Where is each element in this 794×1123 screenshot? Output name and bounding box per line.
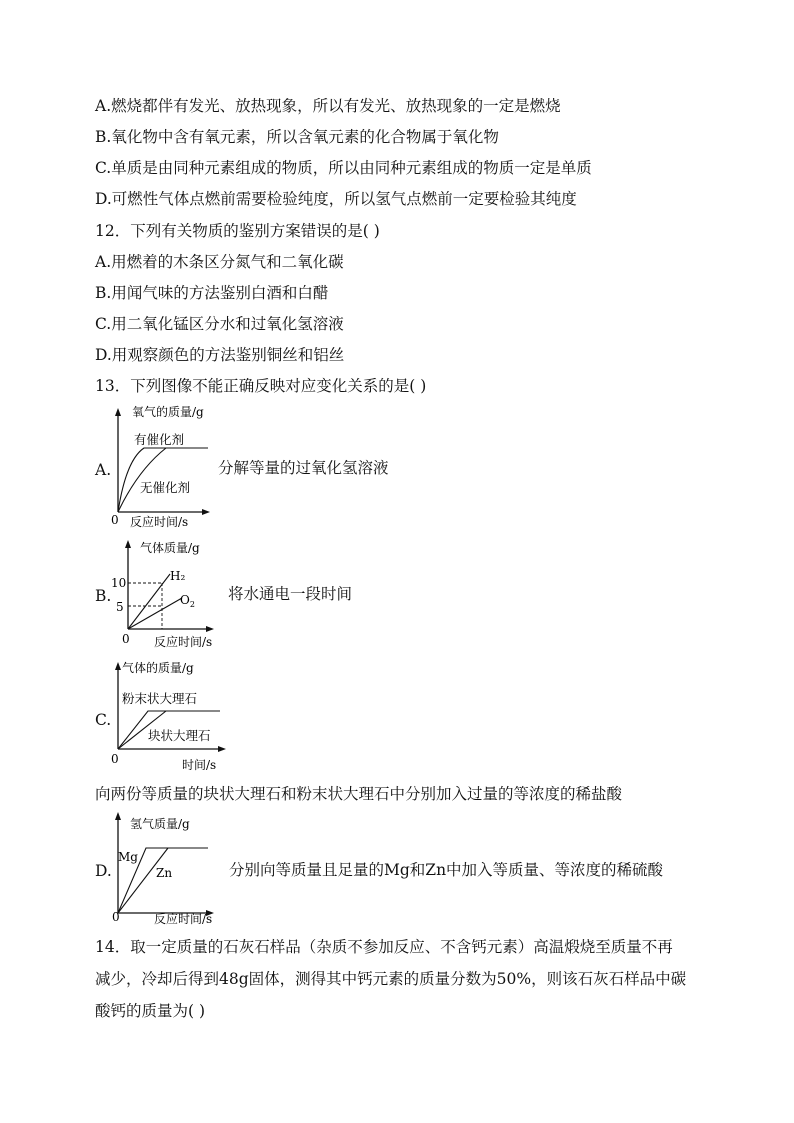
h2-label: H₂ xyxy=(170,569,186,583)
x-axis-label: 时间/s xyxy=(182,758,217,772)
q12-option-b: B.用闻气味的方法鉴别白酒和白醋 xyxy=(95,284,329,302)
y-axis-label: 氧气的质量/g xyxy=(132,405,204,419)
curve2-label: 无催化剂 xyxy=(140,480,191,495)
curve2-label: 块状大理石 xyxy=(148,728,211,743)
q13-c-desc: 向两份等质量的块状大理石和粉末状大理石中分别加入过量的等浓度的稀盐酸 xyxy=(95,785,623,803)
q11-option-b: B.氧化物中含有氧元素，所以含氧元素的化合物属于氧化物 xyxy=(95,128,499,146)
q13-d-label: D. xyxy=(95,862,112,880)
q13-a-label: A. xyxy=(95,461,112,479)
x-axis-label: 反应时间/s xyxy=(154,635,213,649)
y-axis-arrow-icon xyxy=(115,662,121,670)
q11-option-c: C.单质是由同种元素组成的物质，所以由同种元素组成的物质一定是单质 xyxy=(95,159,592,177)
q11-option-a: A.燃烧都伴有发光、放热现象，所以有发光、放热现象的一定是燃烧 xyxy=(95,97,561,115)
q12-stem: 12．下列有关物质的鉴别方案错误的是( ) xyxy=(95,222,380,240)
x-axis-arrow-icon xyxy=(218,746,226,752)
curve-h2 xyxy=(128,574,170,629)
curve-o2 xyxy=(128,598,182,629)
q13-a-desc: 分解等量的过氧化氢溶液 xyxy=(218,459,389,477)
y-axis-label: 气体的质量/g xyxy=(122,661,194,675)
y-axis-label: 氢气质量/g xyxy=(130,817,190,831)
o2-label-main: O xyxy=(180,593,190,607)
q12-option-c: C.用二氧化锰区分水和过氧化氢溶液 xyxy=(95,315,344,333)
origin-label: 0 xyxy=(122,632,130,646)
q13-stem: 13．下列图像不能正确反映对应变化关系的是( ) xyxy=(95,377,427,395)
q12-option-a: A.用燃着的木条区分氮气和二氧化碳 xyxy=(95,253,344,271)
q14-line-1: 14．取一定质量的石灰石样品（杂质不参加反应、不含钙元素）高温煅烧至质量不再 xyxy=(95,938,673,956)
origin-label: 0 xyxy=(111,513,119,527)
q13-b-label: B. xyxy=(95,587,112,605)
y-axis-arrow-icon xyxy=(115,812,121,820)
y-axis-label: 气体质量/g xyxy=(140,541,200,555)
x-axis-label: 反应时间/s xyxy=(154,912,213,926)
mg-label: Mg xyxy=(118,850,138,864)
q13-c-graph xyxy=(108,656,236,774)
tick-10: 10 xyxy=(111,576,127,590)
q13-d-graph xyxy=(108,808,238,928)
q13-c-label: C. xyxy=(95,711,112,729)
origin-label: 0 xyxy=(111,752,119,766)
o2-label xyxy=(180,593,195,609)
origin-label: 0 xyxy=(112,910,120,924)
tick-5: 5 xyxy=(116,600,124,614)
x-axis-arrow-icon xyxy=(206,626,214,632)
q13-b-graph xyxy=(108,536,233,656)
zn-label: Zn xyxy=(156,866,173,880)
curve1-label: 粉末状大理石 xyxy=(122,691,198,706)
curve1-label: 有催化剂 xyxy=(134,432,185,447)
y-axis-arrow-icon xyxy=(115,408,121,416)
x-axis-label: 反应时间/s xyxy=(130,515,189,529)
q13-d-desc: 分别向等质量且足量的Mg和Zn中加入等质量、等浓度的稀硫酸 xyxy=(229,861,664,879)
x-axis-arrow-icon xyxy=(202,509,210,515)
q12-option-d: D.用观察颜色的方法鉴别铜丝和铝丝 xyxy=(95,346,345,364)
q14-line-2: 减少，冷却后得到48g固体，测得其中钙元素的质量分数为50%，则该石灰石样品中碳 xyxy=(95,970,687,988)
y-axis-arrow-icon xyxy=(125,540,131,548)
q13-b-desc: 将水通电一段时间 xyxy=(228,585,353,603)
q13-a-graph xyxy=(108,400,218,530)
o2-label-sub: 2 xyxy=(189,600,195,609)
q14-line-3: 酸钙的质量为( ) xyxy=(95,1002,206,1020)
q11-option-d: D.可燃性气体点燃前需要检验纯度，所以氢气点燃前一定要检验其纯度 xyxy=(95,190,577,208)
